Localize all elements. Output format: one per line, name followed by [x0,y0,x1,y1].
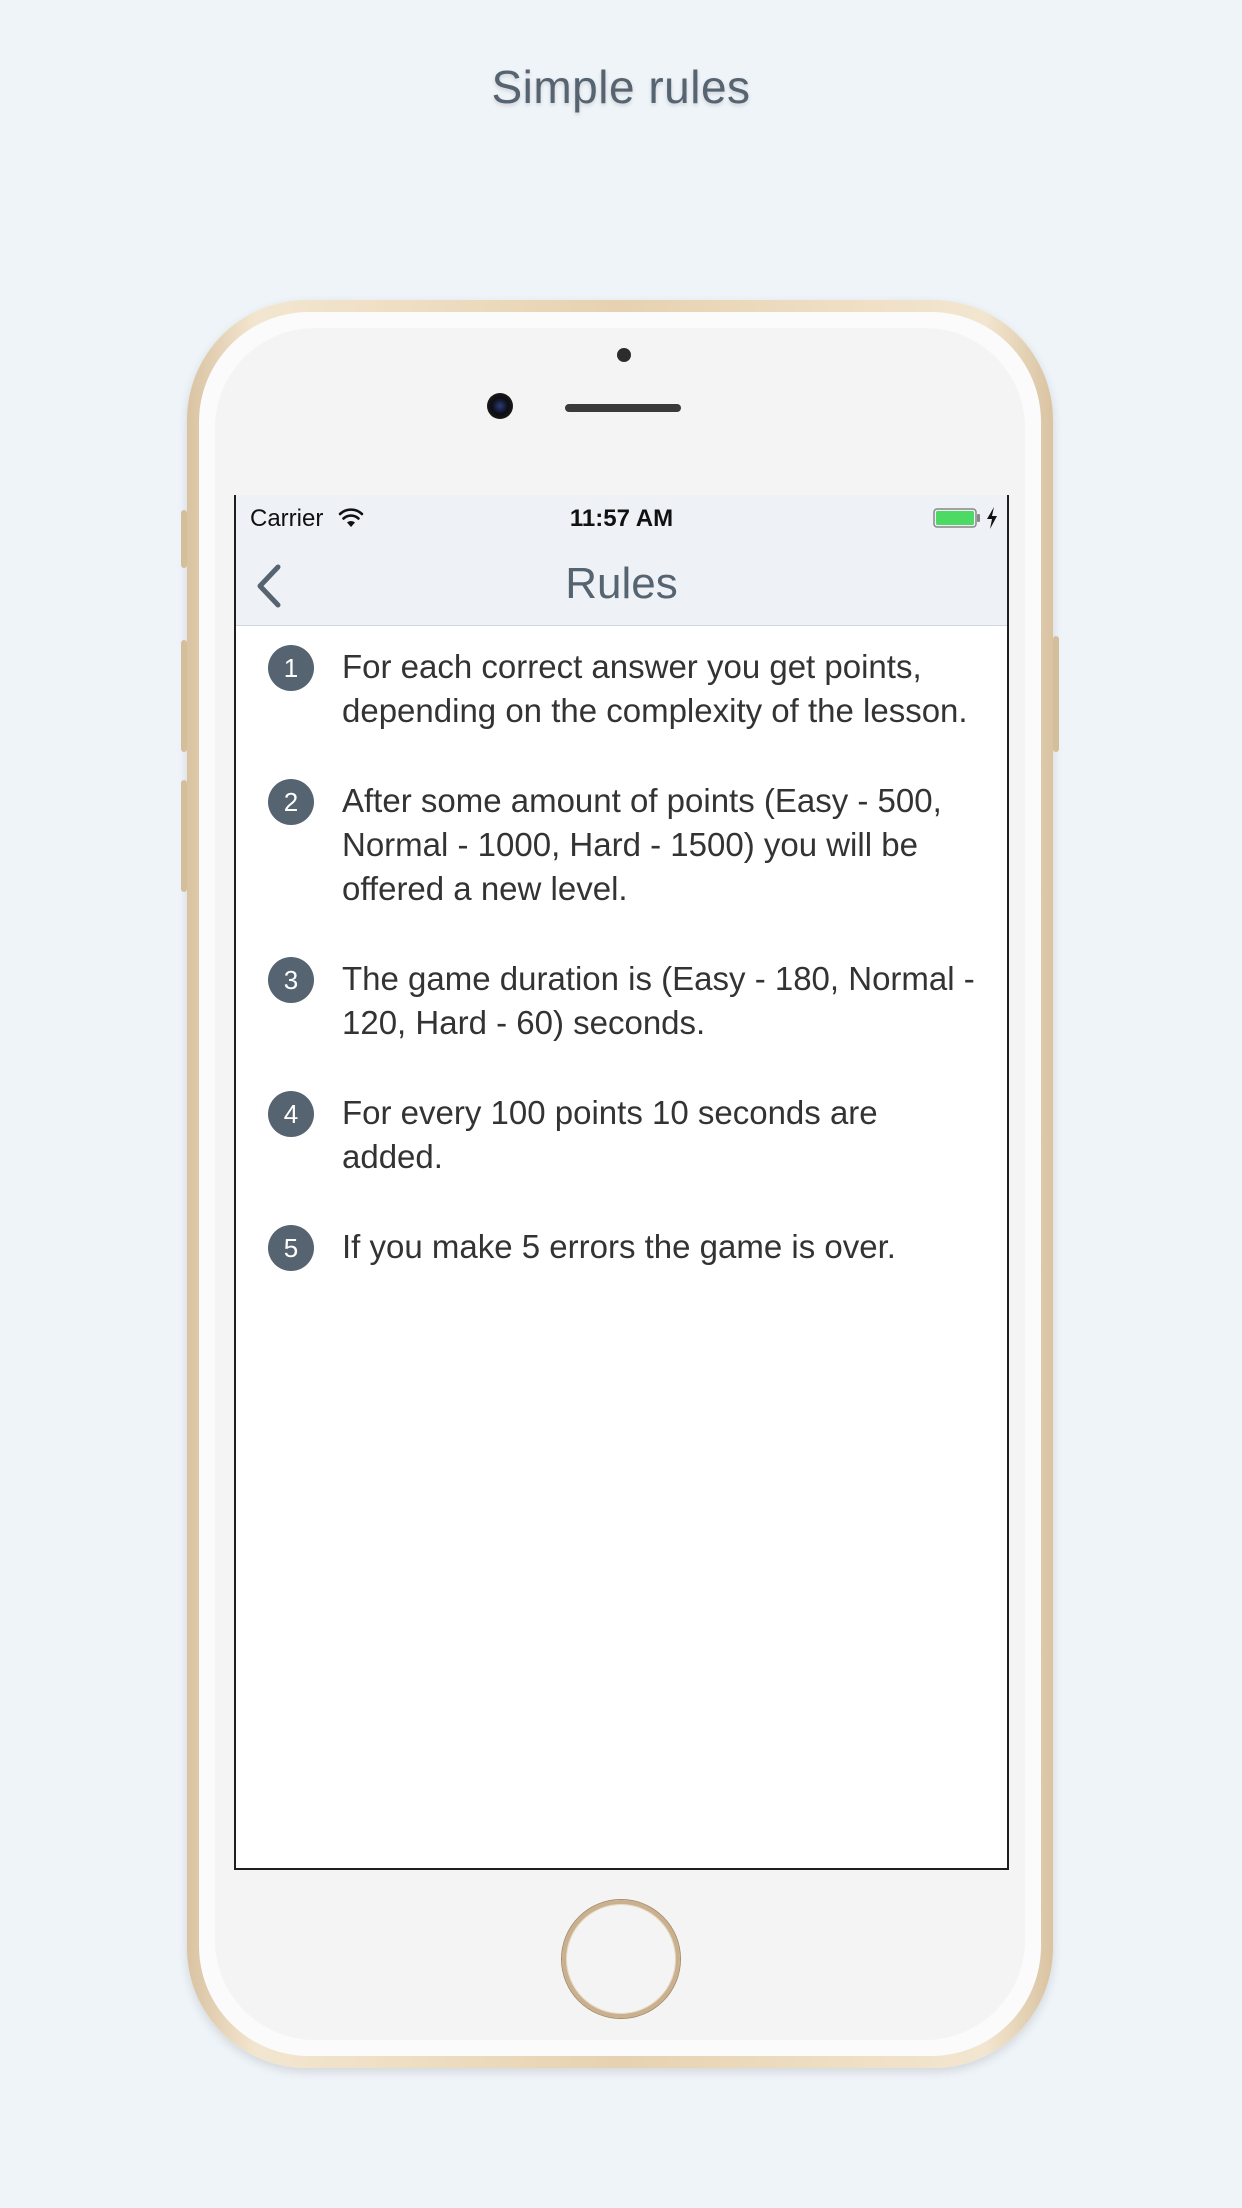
rule-text: For each correct answer you get points, depending on the complexity of the lesson. [342,648,968,729]
marketing-headline: Simple rules [491,61,751,113]
charging-bolt-icon [985,506,999,530]
volume-up-button [181,640,187,752]
rule-number-badge: 5 [268,1225,314,1271]
rule-number-badge: 3 [268,957,314,1003]
rule-number-badge: 4 [268,1091,314,1137]
mute-switch [181,510,187,568]
home-button[interactable] [562,1900,680,2018]
front-camera-icon [487,393,513,419]
rule-text: If you make 5 errors the game is over. [342,1228,896,1265]
earpiece-speaker [565,404,681,412]
battery-charging-icon [933,508,981,528]
rules-list [236,645,1007,1315]
rule-text: The game duration is (Easy - 180, Normal - 120, Hard - 60) seconds. [342,960,975,1041]
volume-down-button [181,780,187,892]
app-screen [234,495,1009,1870]
list-item [236,1225,1007,1269]
list-item [236,645,1007,733]
rule-number-badge: 1 [268,645,314,691]
proximity-sensor [617,348,631,362]
status-time: 11:57 AM [569,505,674,532]
rule-text: After some amount of points (Easy - 500, Normal - 1000, Hard - 1500) you will be offered a new level. [342,782,942,907]
rule-text: For every 100 points 10 seconds are added. [342,1094,878,1175]
list-item [236,1091,1007,1179]
carrier-label: Carrier [250,505,324,532]
page-title: Rules [565,559,678,608]
rule-number-badge: 2 [268,779,314,825]
status-bar [236,495,1007,541]
power-button [1053,636,1059,752]
list-item [236,779,1007,911]
list-item [236,957,1007,1045]
navigation-bar [236,541,1007,626]
